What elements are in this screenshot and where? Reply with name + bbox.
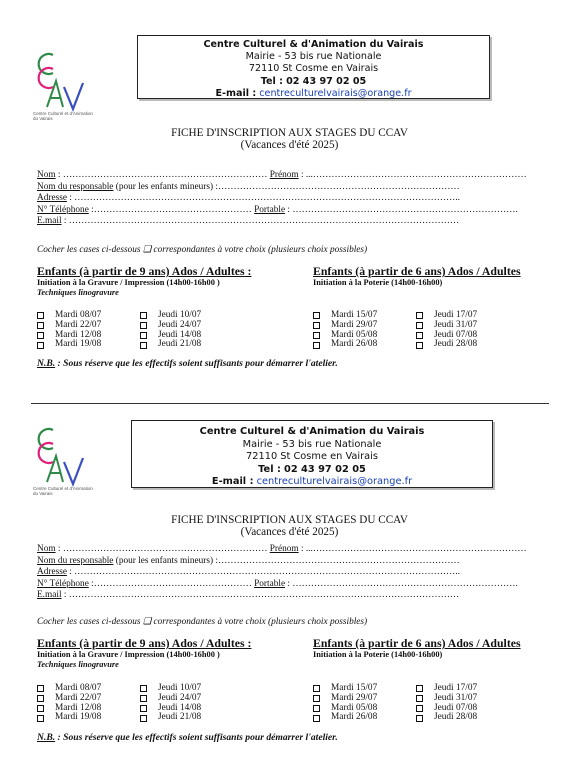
nb-text: : Sous réserve que les effectifs soient suffisants pour démarrer l'atelier. — [55, 358, 338, 369]
date-label: Jeudi 14/08 — [158, 329, 202, 340]
email-field-label: E.mail — [37, 590, 62, 600]
prenom-label: Prénom — [269, 170, 299, 180]
fields — [37, 544, 547, 602]
gravure-sub: Initiation à la Gravure / Impression (14h00-16h00 ) — [37, 650, 220, 659]
checkbox-icon[interactable] — [416, 312, 423, 319]
checkbox-icon[interactable] — [37, 312, 44, 319]
date-label: Jeudi 24/07 — [158, 319, 202, 330]
date-label: Mardi 22/07 — [55, 692, 102, 703]
checkbox-icon[interactable] — [313, 715, 320, 722]
checkbox-icon[interactable] — [140, 342, 147, 349]
date-label: Mardi 29/07 — [331, 319, 378, 330]
checkbox-gravure-jeudi-4[interactable] — [140, 340, 243, 350]
email-dots: : ……………………………………………………………………………………………………………… — [61, 216, 460, 226]
fields — [37, 170, 547, 228]
checkbox-icon[interactable] — [37, 322, 44, 329]
gravure-heading — [37, 637, 287, 650]
tel-row[interactable] — [37, 579, 547, 591]
poterie-checklist — [313, 311, 519, 350]
checkbox-icon[interactable] — [313, 705, 320, 712]
portable-label: Portable — [254, 578, 286, 589]
date-label: Jeudi 14/08 — [158, 702, 202, 713]
checkbox-icon[interactable] — [140, 695, 147, 702]
gravure-heading-text: Enfants (à partir de 9 ans) Ados / Adultes — [37, 636, 245, 650]
tel-value: 02 43 97 02 05 — [286, 75, 367, 87]
gravure-heading-text: Enfants (à partir de 9 ans) Ados / Adultes — [37, 264, 245, 278]
checkbox-icon[interactable] — [37, 705, 44, 712]
gravure-tech: Techniques linogravure — [37, 287, 119, 297]
date-label: Mardi 12/08 — [55, 702, 102, 713]
tel-row[interactable] — [37, 205, 547, 217]
gravure-checklist — [37, 684, 243, 723]
nom-label: Nom — [37, 170, 56, 180]
date-label: Mardi 15/07 — [331, 683, 378, 693]
checkbox-icon[interactable] — [416, 322, 423, 329]
checkbox-icon[interactable] — [416, 342, 423, 349]
gravure-sub: Initiation à la Gravure / Impression (14h00-16h00 ) — [37, 278, 220, 287]
tel-value: 02 43 97 02 05 — [284, 463, 366, 475]
gravure-tech: Techniques linogravure — [37, 659, 119, 669]
org-email — [132, 476, 492, 489]
checkbox-poterie-jeudi-4[interactable] — [416, 713, 519, 723]
date-label: Mardi 19/08 — [55, 712, 102, 723]
resp-row[interactable] — [37, 182, 547, 194]
adresse-dots: : …………………………………………………………………………………………………………….. — [66, 567, 461, 577]
nb-text: : Sous réserve que les effectifs soient suffisants pour démarrer l'atelier. — [55, 732, 338, 743]
date-label: Mardi 05/08 — [331, 329, 378, 340]
date-label: Jeudi 07/08 — [434, 702, 478, 713]
nom-label: Nom — [37, 544, 56, 554]
gravure-section — [37, 265, 287, 297]
gravure-heading — [37, 265, 287, 278]
date-label: Jeudi 17/07 — [434, 683, 478, 693]
portable-dots: : ………………………………………………………………. — [285, 578, 518, 589]
date-label: Jeudi 21/08 — [158, 712, 202, 723]
checkbox-icon[interactable] — [37, 695, 44, 702]
gravure-section — [37, 637, 287, 669]
checkbox-icon[interactable] — [313, 695, 320, 702]
checkbox-icon[interactable] — [140, 705, 147, 712]
form-title — [0, 127, 579, 151]
date-label: Mardi 26/08 — [331, 339, 378, 350]
date-label: Jeudi 28/08 — [434, 712, 478, 723]
nb-note — [37, 732, 338, 743]
resp-dots: (pour les enfants mineurs) :…………………………………………………………………… — [113, 181, 460, 192]
email-link[interactable]: centreculturelvairais@orange.fr — [256, 476, 413, 488]
checkbox-icon[interactable] — [313, 342, 320, 349]
prenom-dots: : ...…………………………………………………………… — [298, 170, 527, 180]
checkbox-poterie-mardi-4[interactable] — [313, 713, 416, 723]
org-name: Centre Culturel & d'Animation du Vairais — [199, 426, 425, 437]
nom-row[interactable] — [37, 170, 547, 182]
email-dots: : ……………………………………………………………………………………………………………… — [61, 590, 460, 600]
date-label: Jeudi 31/07 — [434, 319, 478, 330]
adresse-row[interactable] — [37, 193, 547, 205]
resp-label: Nom du responsable — [37, 181, 114, 192]
email-row[interactable] — [37, 590, 547, 602]
org-tel — [132, 464, 492, 477]
checkbox-icon[interactable] — [140, 312, 147, 319]
logo-subtitle: Centre Culturel et d'Animation du Vairais — [33, 486, 93, 496]
phone-label: N° Téléphone — [37, 204, 89, 215]
checkbox-icon[interactable] — [313, 685, 320, 692]
checkbox-icon[interactable] — [140, 332, 147, 339]
checkbox-poterie-mardi-4[interactable] — [313, 340, 416, 350]
date-label: Jeudi 10/07 — [158, 683, 202, 693]
registration-form-top — [0, 0, 579, 384]
date-label: Mardi 26/08 — [331, 712, 378, 723]
org-email — [138, 88, 489, 100]
poterie-sub: Initiation à la Poterie (14h00-16h00) — [313, 278, 443, 287]
date-label: Mardi 22/07 — [55, 319, 102, 330]
date-label: Jeudi 10/07 — [158, 310, 202, 320]
poterie-checklist — [313, 684, 519, 723]
checkbox-icon[interactable] — [313, 332, 320, 339]
email-field-label: E.mail — [37, 216, 62, 226]
nb-label: N.B. — [37, 358, 56, 369]
prenom-dots: : ...…………………………………………………………… — [298, 544, 527, 554]
org-name: Centre Culturel & d'Animation du Vairais — [203, 39, 424, 50]
poterie-heading: Enfants (à partir de 6 ans) Ados / Adultes — [313, 264, 521, 278]
date-label: Jeudi 28/08 — [434, 339, 478, 350]
adresse-dots: : …………………………………………………………………………………………………………….. — [66, 193, 461, 203]
date-label: Mardi 19/08 — [55, 339, 102, 350]
prenom-label: Prénom — [269, 544, 299, 554]
ccav-logo — [33, 424, 93, 500]
instruction: Cocher les cases ci-dessous ❑ correspondantes à votre choix (plusieurs choix possibles) — [37, 245, 368, 255]
nom-dots: : ………………………………………………………… — [55, 544, 268, 554]
date-label: Jeudi 31/07 — [434, 692, 478, 703]
checkbox-icon[interactable] — [416, 332, 423, 339]
date-label: Jeudi 17/07 — [434, 310, 478, 320]
checkbox-icon[interactable] — [37, 332, 44, 339]
resp-dots: (pour les enfants mineurs) :…………………………………………………………………… — [113, 555, 460, 566]
nom-dots: : ………………………………………………………… — [55, 170, 268, 180]
phone-dots: :…………………………………………… — [88, 204, 255, 215]
checkbox-icon[interactable] — [416, 685, 423, 692]
date-label: Mardi 05/08 — [331, 702, 378, 713]
checkbox-icon[interactable] — [140, 685, 147, 692]
tel-label: Tel : — [260, 75, 284, 87]
portable-label: Portable — [254, 204, 286, 215]
date-label: Jeudi 21/08 — [158, 339, 202, 350]
header-box — [131, 420, 493, 488]
date-label: Mardi 12/08 — [55, 329, 102, 340]
ccav-logo — [33, 49, 93, 125]
checkbox-icon[interactable] — [416, 715, 423, 722]
title-line1: FICHE D'INSCRIPTION AUX STAGES DU CCAV — [171, 127, 408, 139]
checkbox-icon[interactable] — [37, 342, 44, 349]
email-row[interactable] — [37, 216, 547, 228]
checkbox-icon[interactable] — [140, 715, 147, 722]
checkbox-gravure-jeudi-4[interactable] — [140, 713, 243, 723]
date-label: Jeudi 24/07 — [158, 692, 202, 703]
header-box — [137, 35, 490, 99]
nb-note — [37, 358, 338, 369]
poterie-heading: Enfants (à partir de 6 ans) Ados / Adultes — [313, 636, 521, 650]
checkbox-icon[interactable] — [416, 695, 423, 702]
checkbox-icon[interactable] — [37, 715, 44, 722]
date-label: Mardi 08/07 — [55, 310, 102, 320]
gravure-heading-colon: : — [244, 264, 252, 278]
phone-dots: :…………………………………………… — [88, 578, 255, 589]
checkbox-gravure-mardi-4[interactable] — [37, 713, 140, 723]
title-line1: FICHE D'INSCRIPTION AUX STAGES DU CCAV — [171, 514, 408, 526]
poterie-sub: Initiation à la Poterie (14h00-16h00) — [313, 650, 443, 659]
date-label: Mardi 29/07 — [331, 692, 378, 703]
date-label: Mardi 15/07 — [331, 310, 378, 320]
checkbox-icon[interactable] — [37, 685, 44, 692]
nb-label: N.B. — [37, 732, 56, 743]
form-title — [0, 514, 579, 538]
org-address2: 72110 St Cosme en Vairais — [246, 451, 378, 463]
resp-row[interactable] — [37, 556, 547, 568]
checkbox-icon[interactable] — [416, 705, 423, 712]
ccav-logo-icon — [33, 424, 87, 488]
gravure-checklist — [37, 311, 243, 350]
checkbox-icon[interactable] — [313, 312, 320, 319]
title-line2: (Vacances d'été 2025) — [240, 526, 339, 538]
date-label: Mardi 08/07 — [55, 683, 102, 693]
email-link[interactable]: centreculturelvairais@orange.fr — [259, 87, 412, 99]
logo-subtitle: Centre Culturel et d'Animation du Vairais — [33, 111, 93, 121]
ccav-logo-icon — [33, 49, 87, 113]
org-tel — [138, 76, 489, 88]
date-label: Jeudi 07/08 — [434, 329, 478, 340]
poterie-section — [313, 637, 563, 660]
adresse-row[interactable] — [37, 567, 547, 579]
portable-dots: : ………………………………………………………………. — [285, 204, 518, 215]
tel-label: Tel : — [258, 463, 281, 475]
resp-label: Nom du responsable — [37, 555, 114, 566]
checkbox-icon[interactable] — [313, 322, 320, 329]
nom-row[interactable] — [37, 544, 547, 556]
checkbox-icon[interactable] — [140, 322, 147, 329]
org-address2: 72110 St Cosme en Vairais — [248, 63, 379, 75]
adresse-label: Adresse — [37, 193, 67, 203]
checkbox-poterie-jeudi-4[interactable] — [416, 340, 519, 350]
poterie-section — [313, 265, 563, 288]
checkbox-gravure-mardi-4[interactable] — [37, 340, 140, 350]
org-address1: Mairie - 53 bis rue Nationale — [245, 51, 382, 63]
email-label: E-mail : — [211, 476, 254, 488]
registration-form-bottom — [0, 386, 579, 770]
org-address1: Mairie - 53 bis rue Nationale — [242, 438, 382, 450]
gravure-heading-colon: : — [244, 636, 252, 650]
email-label: E-mail : — [215, 87, 257, 99]
instruction: Cocher les cases ci-dessous ❑ correspondantes à votre choix (plusieurs choix possibles) — [37, 617, 368, 627]
adresse-label: Adresse — [37, 567, 67, 577]
phone-label: N° Téléphone — [37, 578, 89, 589]
title-line2: (Vacances d'été 2025) — [240, 139, 339, 151]
